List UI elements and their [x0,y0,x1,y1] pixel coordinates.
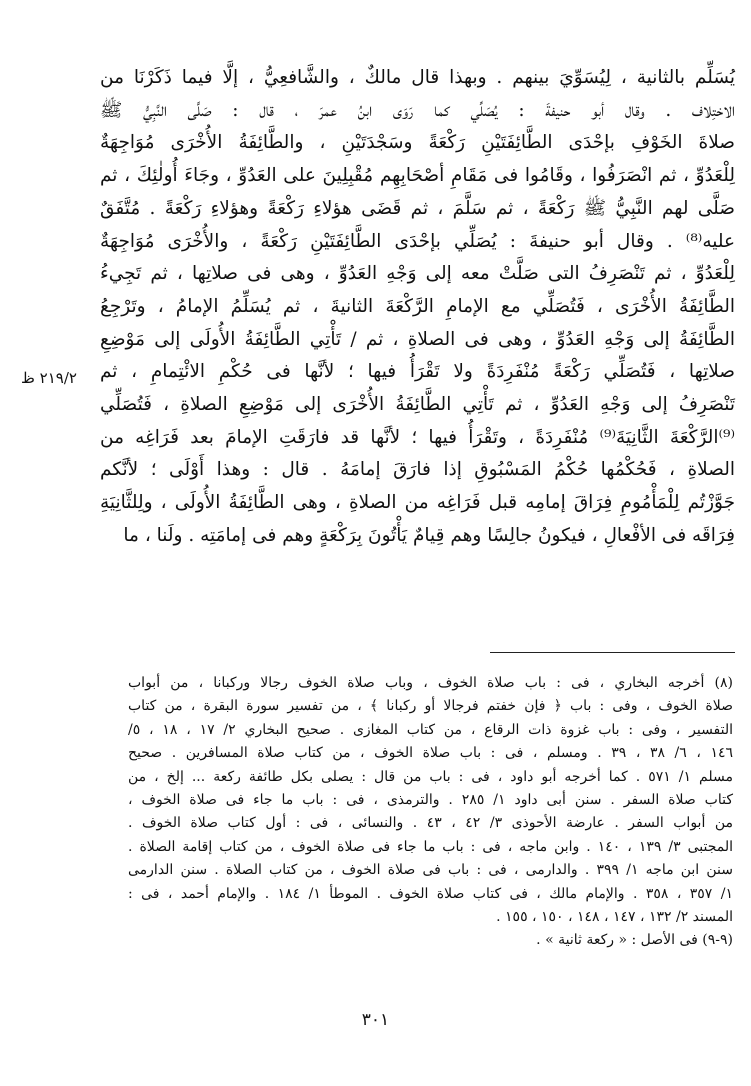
body-line: صلاتِها ، فَتُصَلِّي رَكْعَةً مُنْفَرِدَةً ولا تَقْرَأُ فيها ؛ لأنَّها فى حُكْمِ الائْتِمامِ ، ثم [100,361,735,383]
body-line: تَنْصَرِفُ إلى وَجْهِ العَدُوِّ ، ثم تَأْتِي الطَّائِفَةُ الأُخْرَى إلى مَوْضِعِ الصلاةِ ، فَتُصَلِّي [100,394,735,416]
page-number: ٣٠١ [361,1010,390,1030]
footnote-line: التفسير ، وفى : باب غزوة ذات الرقاع ، من كتاب المغازى . صحيح البخاري ٢/ ١٧ ، ١٨ ، ٥/ [128,721,734,738]
body-line: الطَّائِفَةُ إلى وَجْهِ العَدُوِّ ، وهى فى الصلاةِ ، ثم / تَأْتِي الطَّائِفَةُ الأُولَى إلى مَوْضِعِ [100,328,735,350]
body-line: الاختِلاف . وقال أبو حنيفةَ : يُصَلِّي كما رَوَى ابنُ عمرَ ، قال : صَلَّى النَّبِيُّ ﷺ [100,99,735,121]
footnote-line: سنن ابن ماجه ١/ ٣٩٩ . والدارمى ، فى : باب فى صلاة الخوف ، من كتاب الصلاة . سنن الدارمى [128,862,733,879]
body-line: الطَّائِفَةُ الأُخْرَى ، فَتُصَلِّي مع الإمامِ الرَّكْعَةَ الثانيةَ ، ثم يُسَلِّمُ الإمامُ ، وتَرْجِعُ [100,295,735,317]
footnote-line: ١/ ٣٥٧ ، ٣٥٨ . والإمام مالك ، فى كتاب صلاة الخوف . الموطأ ١/ ١٨٤ . والإمام أحمد ، فى : [128,885,733,902]
body-line: يُسَلِّم بالثانية ، لِيُسَوِّيَ بينهم . وبهذا قال مالكٌ ، والشَّافعِيُّ ، إلَّا فيما ذَكَرْنَا من [100,67,735,88]
footnote-line: كتاب صلاة السفر . سنن أبى داود ١/ ٢٨٥ . والترمذى ، فى : باب ما جاء فى صلاة الخوف ، [128,792,733,809]
footnote-line: (٨) أخرجه البخاري ، فى : باب صلاة الخوف ، وباب صلاة الخوف رجالا وركبانا ، من أبواب [128,675,733,691]
body-line: جَوَّزْتُم لِلْمَأْمُومِ فِرَاقَ إمامِه قبل فَرَاغِه من الصلاةِ ، وهى الطَّائِفَةُ الأُولَى ، ولِلثَّانِيَةِ [100,492,735,514]
footnote-line: (٩-٩) فى الأصل : « ركعة ثانية » . [536,932,733,949]
body-line: عليه⁽⁸⁾ . وقال أبو حنيفةَ : يُصَلِّي بإحْدَى الطَّائِفَتَيْنِ رَكْعَةً ، والأُخْرَى مُوَاجِهَةٌ [100,230,735,252]
main-text [100,62,735,553]
footnote-line: ١٤٦ ، ٦/ ٣٨ ، ٣٩ . ومسلم ، فى : باب صلاة الخوف ، من كتاب صلاة المسافرين . صحيح [128,745,734,762]
footnote-line: المسند ٢/ ١٣٢ ، ١٤٧ ، ١٤٨ ، ١٥٠ ، ١٥٥ . [496,909,733,926]
footnote-separator [490,652,735,653]
footnote-line: المجتبى ٣/ ١٣٩ ، ١٤٠ . وابن ماجه ، فى : باب ما جاء فى صلاة الخوف ، من كتاب إقامة الصلاة . [128,838,734,855]
body-line: الصلاةِ ، فَحُكْمُها حُكْمُ المَسْبُوقِ إذا فارَقَ إمامَهُ . قال : وهذا أَوْلَى ؛ لأنَّكم [100,459,735,481]
body-line: لِلْعَدُوِّ ، ثم تَنْصَرِفُ التى صَلَّتْ معه إلى وَجْهِ العَدُوِّ ، وهى فى صلاتِها ، ثم تَجِيءُ [100,263,735,285]
body-line: لِلْعَدُوِّ ، ثم انْصَرَفُوا ، وقَامُوا فى مَقَامِ أصْحَابِهِم مُقْبِلِينَ على العَدُوِّ ، وجَاءَ أُولٰئِكَ ، ثم [100,165,735,187]
body-line: ⁽⁹⁾الرَّكْعَةَ الثَّانِيَةَ⁽⁹⁾ مُنْفَرِدَةً ، وتَقْرَأُ فيها ؛ لأنَّها قد فارَقَتِ الإمامَ بعد فَرَاغِه من [100,426,735,448]
body-line: صلاةَ الخَوْفِ بإحْدَى الطَّائِفَتَيْنِ رَكْعَةً وسَجْدَتَيْنِ ، والطَّائِفَةُ الأُخْرَى مُوَاجِهَةٌ [100,132,735,154]
footnote-line: صلاة الخوف ، وفى : باب ﴿ فإن خفتم فرجالا أو ركبانا ﴾ ، من تفسير سورة البقرة ، من كتاب [128,698,733,715]
footnote-line: من أبواب السفر . عارضة الأحوذى ٣/ ٤٢ ، ٤٣ . والنسائى ، فى : أول كتاب صلاة الخوف . [128,815,734,832]
footnote-line: مسلم ١/ ٥٧١ . كما أخرجه أبو داود ، فى : باب من قال : يصلى بكل طائفة ركعة ... إلخ ، من [128,768,733,785]
body-line: فِرَاقَه فى الأفْعالِ ، فيكونُ جالِسًا وهم قِيامٌ يَأْتُونَ بِرَكْعَةٍ وهم فى إمامَتِه . ولَنا ، ما [123,524,735,546]
margin-folio-note: ٢١٩/٢ ظ [21,369,77,387]
body-line: صَلَّى لهم النَّبِيُّ ﷺ رَكْعَةً ، ثم سَلَّمَ ، ثم قَضَى هؤلاءِ رَكْعَةً وهؤلاءِ رَكْعَةً . مُتَّفَقٌ [100,197,735,219]
footnotes [128,672,733,953]
